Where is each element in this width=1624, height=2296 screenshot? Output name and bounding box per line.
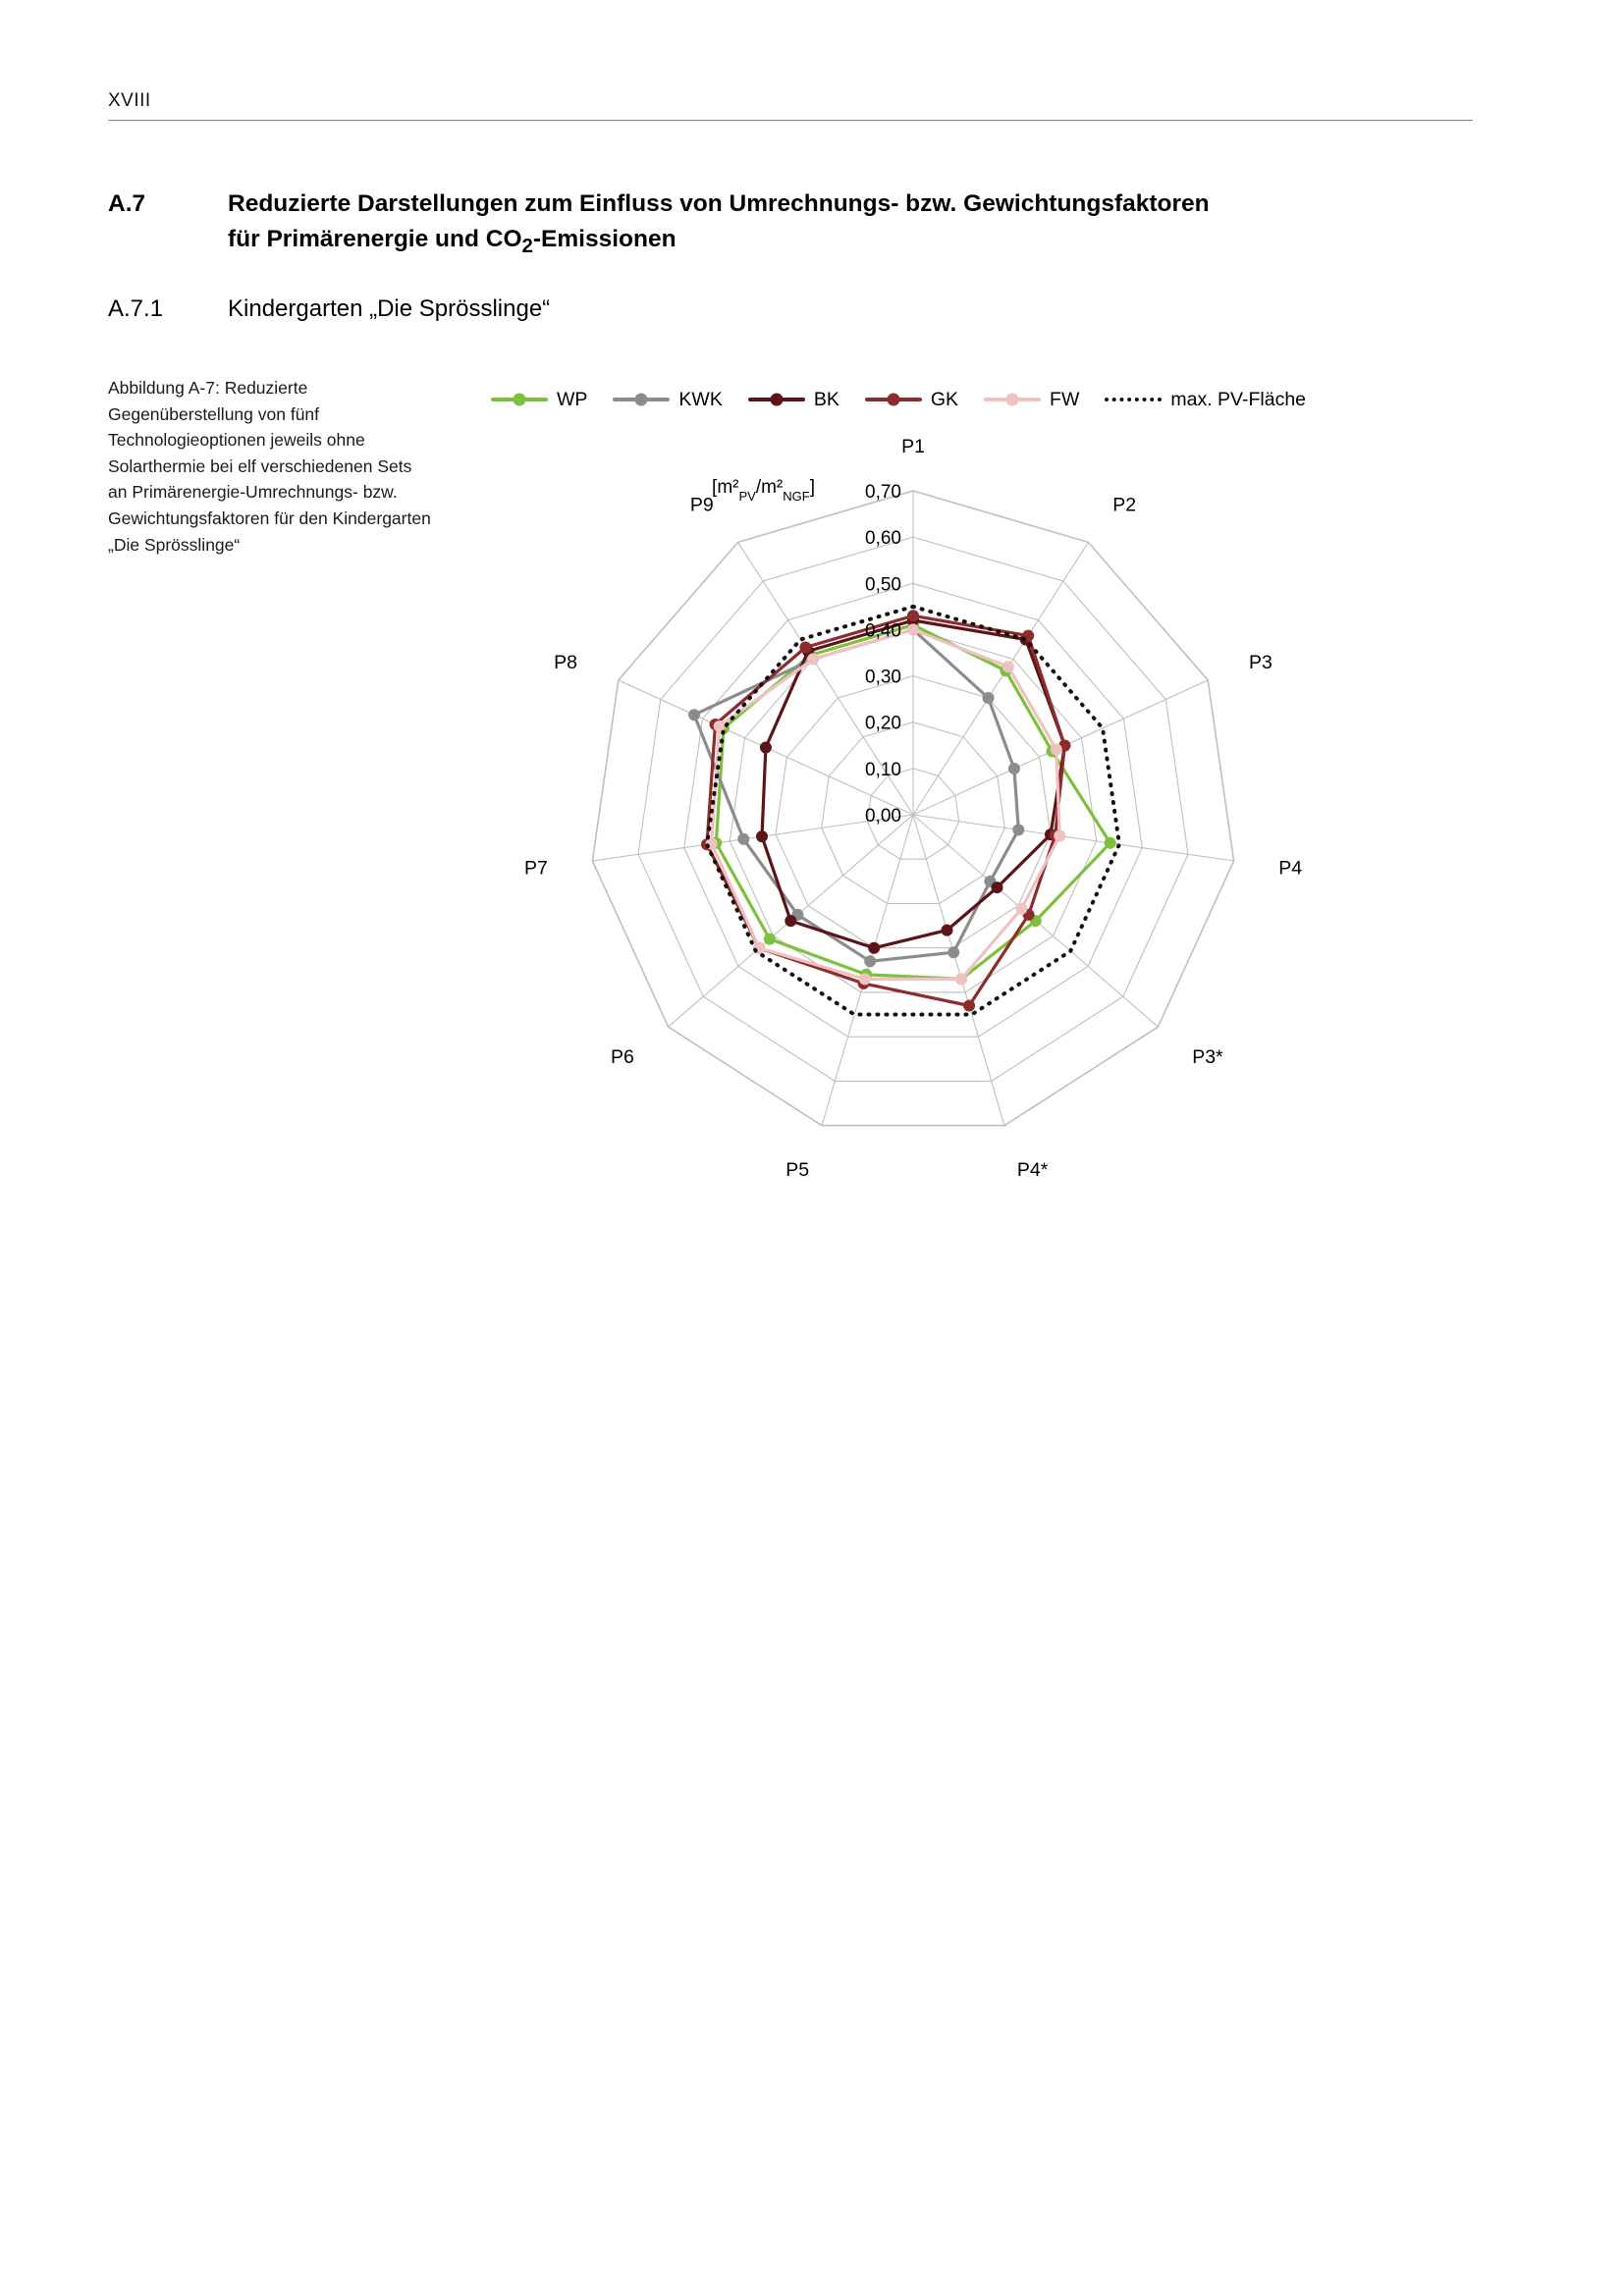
legend-label-wp: WP [557,388,588,410]
axis-unit-label: $[m^2_{PV}/m^2_{NGF}]$ [712,477,815,504]
legend-label-fw: FW [1050,388,1080,410]
radial-tick-label: 0,20 [865,713,901,734]
section-title-line2-sub: 2 [521,235,533,257]
radial-tick-label: 0,30 [865,667,901,688]
data-point [799,642,811,654]
page-header [108,90,1473,121]
figure-caption: Abbildung A-7: Reduzierte Gegenüberstellung von fünf Technologieoptionen jeweils ohne Solarthermie bei elf verschiedenen Sets an Primärenergie-Umrechnungs- bzw. Gewichtungsfaktoren für den Kindergarten „Die Sprösslinge“ [108,378,431,555]
radial-tick-label: 0,40 [865,620,901,642]
section-title-line1: Reduzierte Darstellungen zum Einfluss von Umrechnungs- bzw. Gewichtungsfaktoren [228,190,1210,217]
data-point [907,610,919,621]
axis-label-p4star: P4* [1016,1158,1049,1181]
header-rule [108,120,1473,121]
data-point [807,653,819,665]
data-point [868,942,880,954]
section-title-line2-post: -Emissionen [532,225,677,252]
radial-tick-label: 0,50 [865,574,901,596]
subsection-heading [108,293,1286,326]
data-point [947,946,959,958]
section-number: A.7 [108,190,146,217]
subsection-number: A.7.1 [108,295,164,322]
legend-label-kwk: KWK [678,388,723,410]
data-point [1002,661,1014,672]
radial-tick-label: 0,10 [865,759,901,780]
axis-label-p2: P2 [1112,494,1137,516]
data-point [1054,830,1065,842]
data-point [688,709,700,721]
data-point [907,623,919,635]
legend-label-gk: GK [930,388,959,410]
subsection-title: Kindergarten „Die Sprösslinge“ [228,295,551,322]
section-title [228,187,1483,261]
legend-label-bk: BK [813,388,839,410]
data-point [983,692,995,704]
data-point [1012,824,1024,835]
data-point [764,934,776,945]
data-point [942,925,953,936]
data-point [1051,743,1062,755]
legend-label-max-pv: max. PV-Fläche [1170,388,1307,410]
axis-label-p4: P4 [1278,857,1303,880]
radial-tick-label: 0,70 [865,482,901,503]
figure-radar-chart [432,363,1473,1286]
data-point [1008,763,1020,774]
axis-label-p6: P6 [610,1046,634,1069]
section-heading [108,187,1483,261]
axis-label-p7: P7 [523,857,548,880]
axis-label-p3star: P3* [1192,1046,1223,1069]
axis-label-p3: P3 [1249,651,1272,673]
axis-label-p9: P9 [689,494,714,516]
section-title-line2-pre: für Primärenergie und CO [228,225,522,252]
data-point [859,973,871,985]
data-point [1015,903,1027,915]
radar-plot [432,402,1473,1247]
data-point [992,881,1003,893]
data-point [963,1000,975,1012]
page-folio: XVIII [108,90,151,111]
radial-tick-label: 0,00 [865,806,901,827]
data-point [760,742,772,754]
data-point [955,973,967,985]
data-point [737,833,749,845]
axis-label-p1: P1 [901,436,925,457]
axis-label-p5: P5 [785,1158,810,1181]
radial-tick-label: 0,60 [865,528,901,550]
data-point [1105,837,1116,849]
data-point [756,830,768,842]
axis-label-p8: P8 [554,651,577,673]
data-point [785,915,796,927]
data-point [864,955,876,967]
